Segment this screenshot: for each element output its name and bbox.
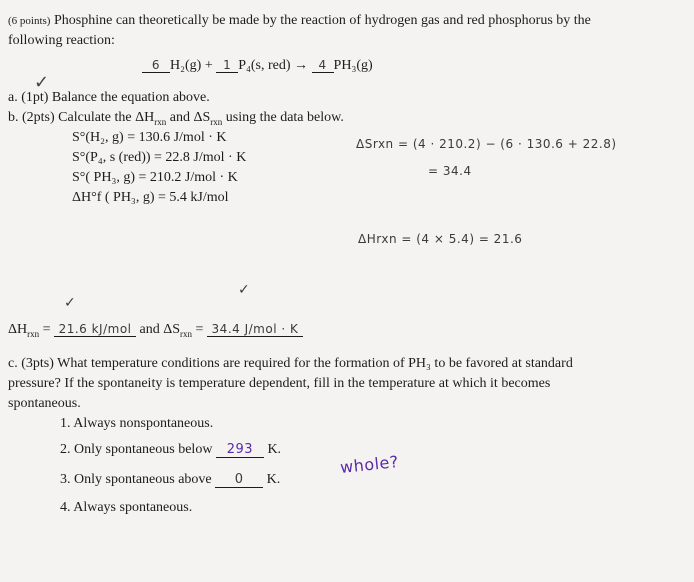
part-a-label: a. (1pt) Balance the equation above. [8,90,210,105]
above-temperature-field[interactable]: 0 [215,473,263,488]
check-mark-b1: ✓ [64,295,77,311]
reaction-equation [142,58,373,74]
option-3: 3. Only spontaneous above 0 K. [60,472,281,487]
data-entry-3: S°( PH₃, g) = 210.2 J/mol · K [72,170,238,185]
species-1: H₂(g) + [170,58,213,73]
handwritten-note: whole? [339,451,400,478]
part-b-label: b. (2pts) Calculate the $\Delta H_{rxn}$ and $\Delta S_{rxn}$ using the data below. [8,110,344,127]
check-mark-b2: ✓ [238,282,251,298]
part-c-line1: c. (3pts) What temperature conditions are required for the formation of PH₃ to be favored at standard [8,356,573,371]
handwritten-entropy-work: ΔSrxn = (4 · 210.2) − (6 · 130.6 + 22.8) [356,137,617,151]
coefficient-3[interactable]: 4 [312,58,334,73]
below-temperature-field[interactable]: 293 [216,443,264,458]
points-label: (6 points) [8,15,51,27]
handwritten-entropy-result: = 34.4 [428,164,472,178]
part-b-answer-line: $\Delta H_{rxn} = 21.6$ kJ/mol and $\Delta S_{rxn} = 34.4$ J/mol · K [8,322,303,338]
data-entry-2: S°(P₄, s (red)) = 22.8 J/mol · K [72,150,247,165]
species-2: P₄(s, red) → [238,58,309,73]
part-c-line2: pressure? If the spontaneity is temperature dependent, fill in the temperature at which it becomes [8,376,551,391]
header-text-line2: following reaction: [8,33,115,48]
coefficient-2[interactable]: 1 [216,58,238,73]
data-entry-4: ΔH°f ( PH₃, g) = 5.4 kJ/mol [72,190,229,205]
question-header [8,13,591,29]
data-entry-1: S°(H₂, g) = 130.6 J/mol · K [72,130,227,145]
check-mark-a: ✓ [34,72,50,93]
option-1: 1. Always nonspontaneous. [60,416,214,431]
option-2: 2. Only spontaneous below 293 K. [60,442,282,457]
part-c-line3: spontaneous. [8,396,81,411]
enthalpy-answer-field[interactable]: 21.6 kJ/mol [54,322,136,337]
species-3: PH₃(g) [333,58,373,73]
entropy-answer-field[interactable]: 34.4 J/mol · K [207,322,303,337]
header-text-line1: Phosphine can theoretically be made by the reaction of hydrogen gas and red phosphorus by the [53,13,591,28]
handwritten-enthalpy-work: ΔHrxn = (4 × 5.4) = 21.6 [358,232,523,246]
option-4: 4. Always spontaneous. [60,500,193,515]
coefficient-1[interactable]: 6 [142,58,170,73]
